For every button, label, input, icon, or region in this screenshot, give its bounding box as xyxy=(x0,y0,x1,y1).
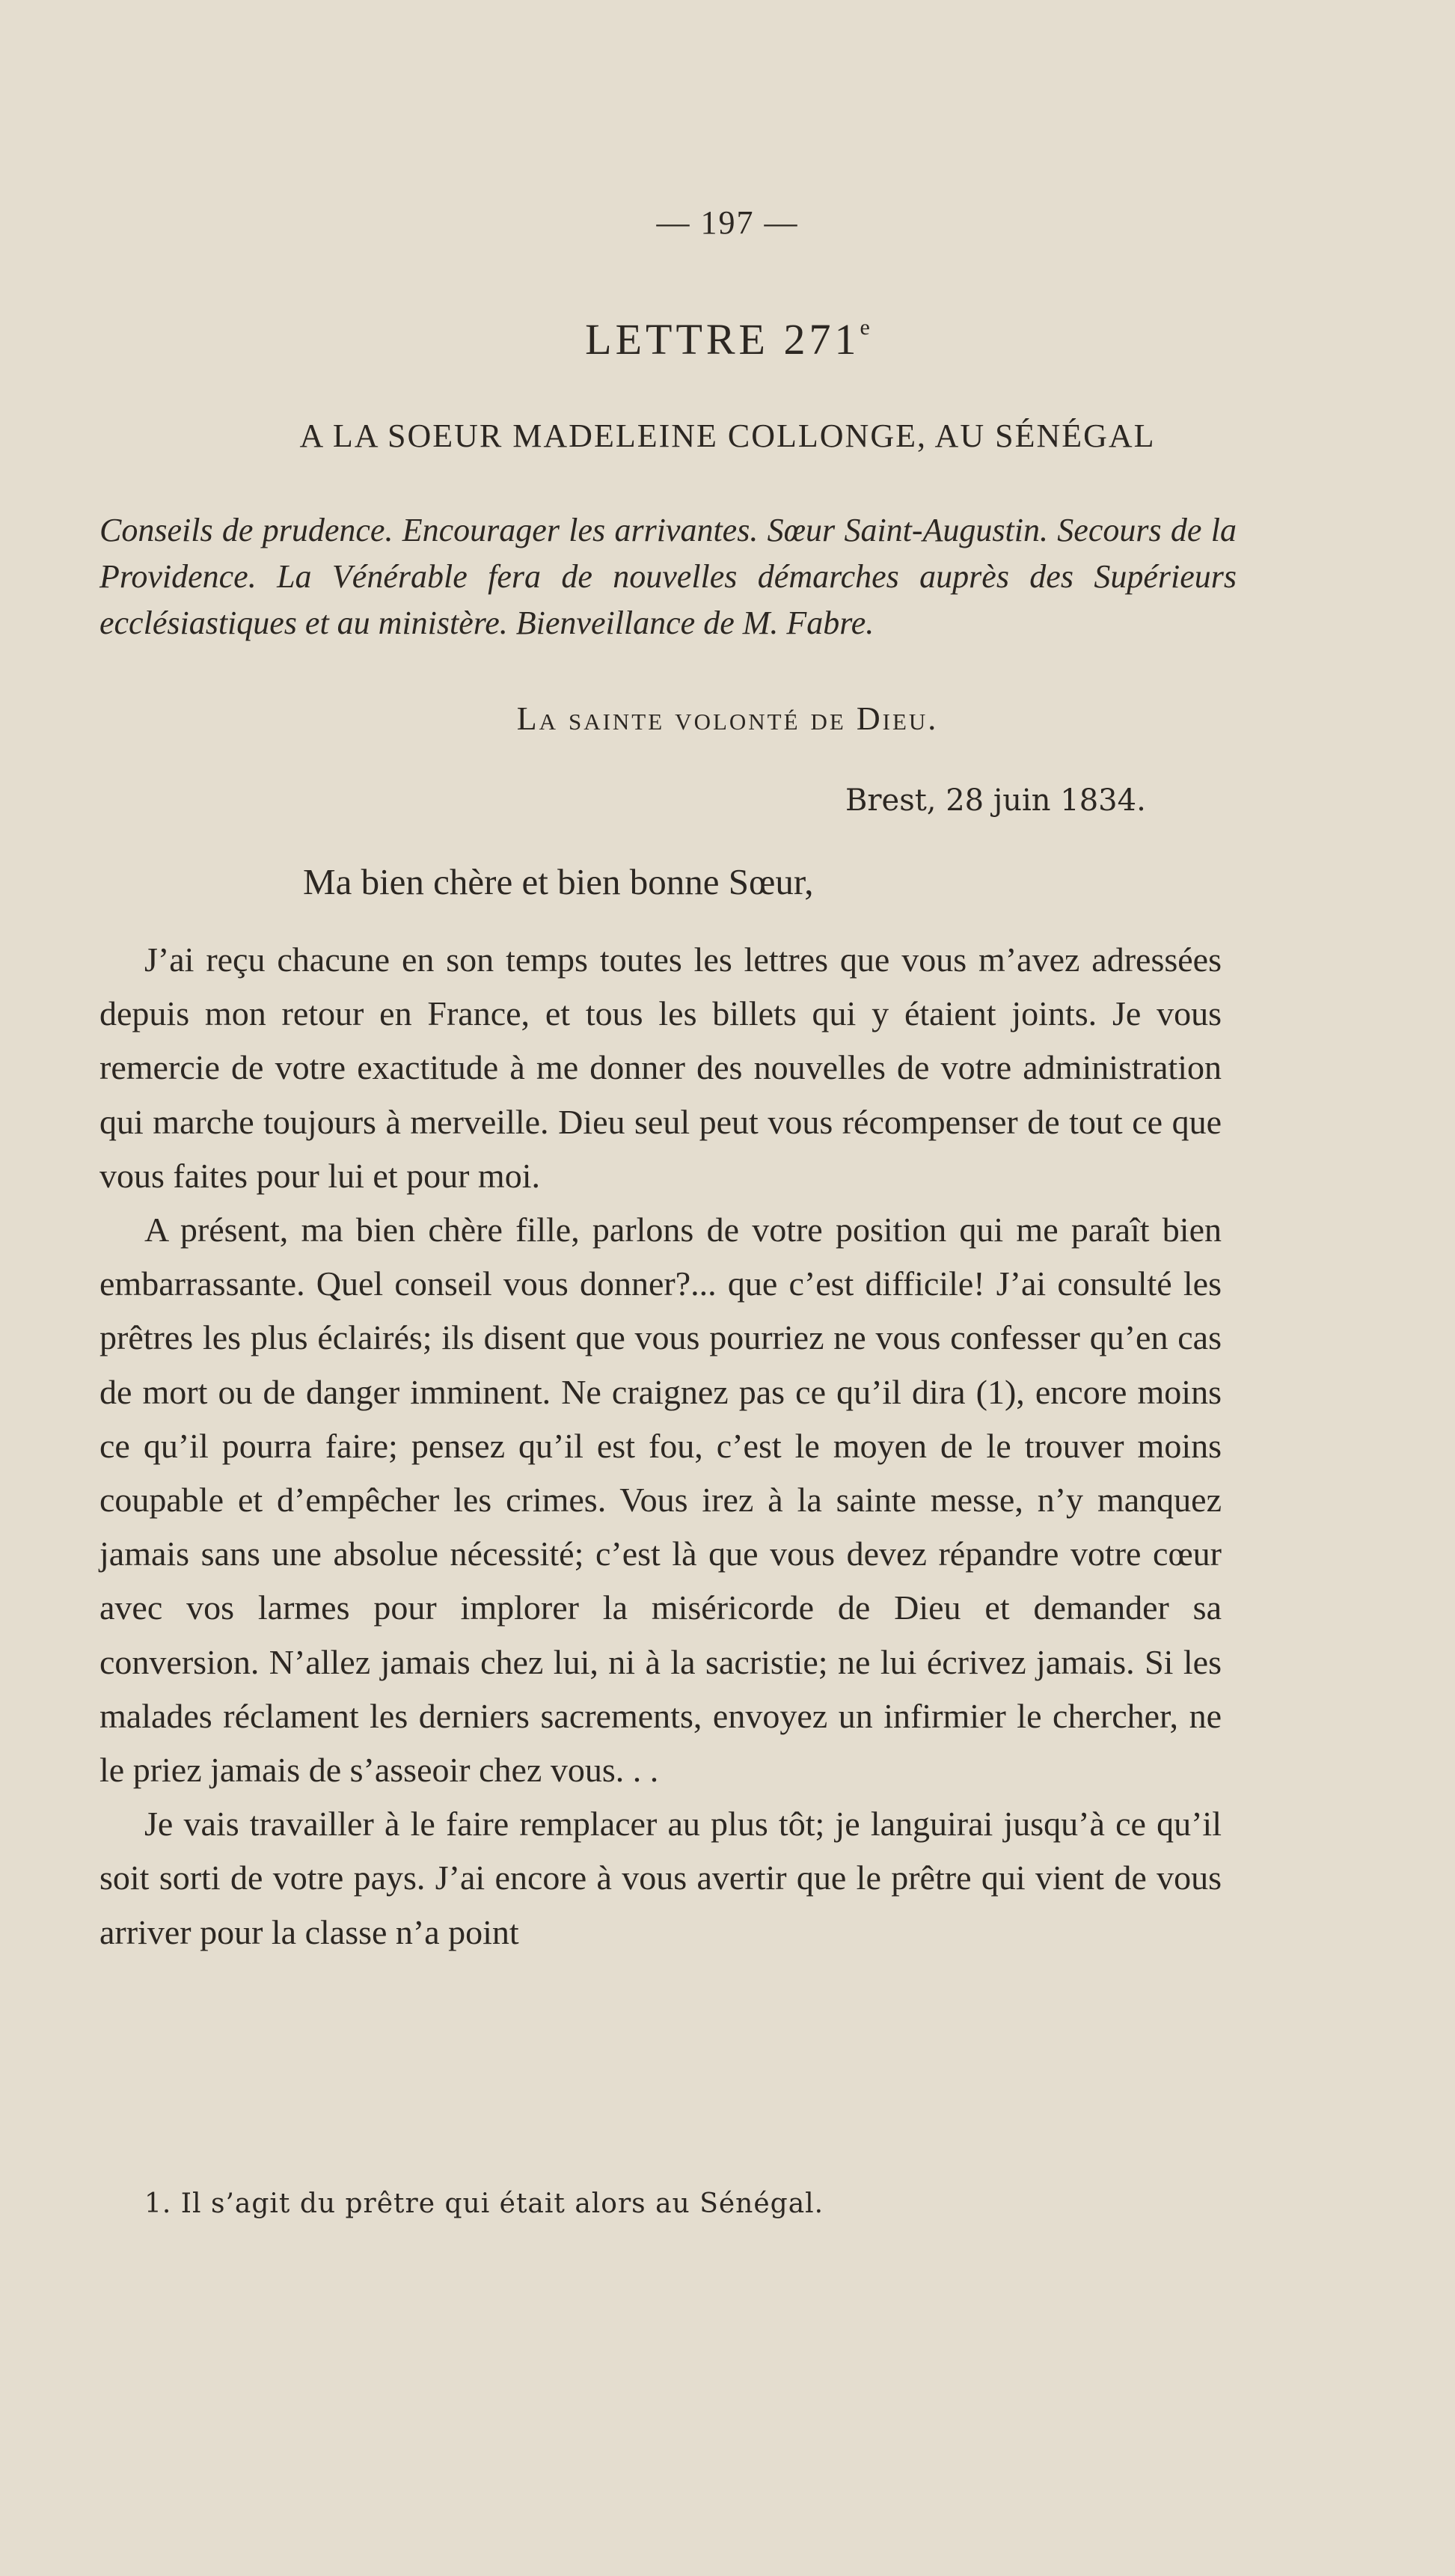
letter-recipient: A LA SOEUR MADELEINE COLLONGE, AU SÉNÉGAL xyxy=(299,417,1156,454)
letter-summary: Conseils de prudence. Encourager les arrivantes. Sœur Saint-Augustin. Secours de la Providence. La Vénérable fera de nouvelles démarches auprès des Supérieurs ecclésiastiques et au ministère. Bienveillance de M. Fabre. xyxy=(99,512,1237,641)
place-date: Brest, 28 juin 1834. xyxy=(845,783,1146,818)
paragraph: A présent, ma bien chère fille, parlons de votre position qui me paraît bien embarrassante. Quel conseil vous donner?... que c’est difficile! J’ai consulté les prêtres les plus éclairés; ils disent que vous pourriez ne vous confesser qu’en cas de mort ou de danger imminent. Ne craignez pas ce qu’il dira (1), encore moins ce qu’il pourra faire; pensez qu’il est fou, c’est le moyen de le trouver moins coupable et d’empêcher les crimes. Vous irez à la sainte messe, n’y manquez jamais sans une absolue nécessité; c’est là que vous devez répandre votre cœur avec vos larmes pour implorer la miséricorde de Dieu et demander sa conversion. N’allez jamais chez lui, ni à la sacristie; ne lui écrivez jamais. Si les malades réclament les derniers sacrements, envoyez un infirmier le chercher, ne le priez jamais de s’asseoir chez vous. . . xyxy=(99,1211,1222,1790)
page-number: — 197 — xyxy=(656,204,799,241)
paragraph: J’ai reçu chacune en son temps toutes les lettres que vous m’avez adressées depuis mon retour en France, et tous les billets qui y étaient joints. Je vous remercie de votre exactitude à me donner des nouvelles de votre administration qui marche toujours à merveille. Dieu seul peut vous récompenser de tout ce que vous faites pour lui et pour moi. xyxy=(99,940,1222,1195)
letter-body xyxy=(99,933,1222,1959)
letter-title-suffix: e xyxy=(860,315,870,340)
footnote: 1. Il s’agit du prêtre qui était alors au Sénégal. xyxy=(144,2188,824,2219)
letter-title-text: LETTRE 271 xyxy=(585,315,860,364)
motto: La sainte volonté de Dieu. xyxy=(516,700,939,737)
letter-title xyxy=(0,314,1455,364)
paragraph: Je vais travailler à le faire remplacer au plus tôt; je languirai jusqu’à ce qu’il soit sorti de votre pays. J’ai encore à vous avertir que le prêtre qui vient de vous arriver pour la classe n’a point xyxy=(99,1805,1222,1951)
salutation: Ma bien chère et bien bonne Sœur, xyxy=(303,861,814,902)
